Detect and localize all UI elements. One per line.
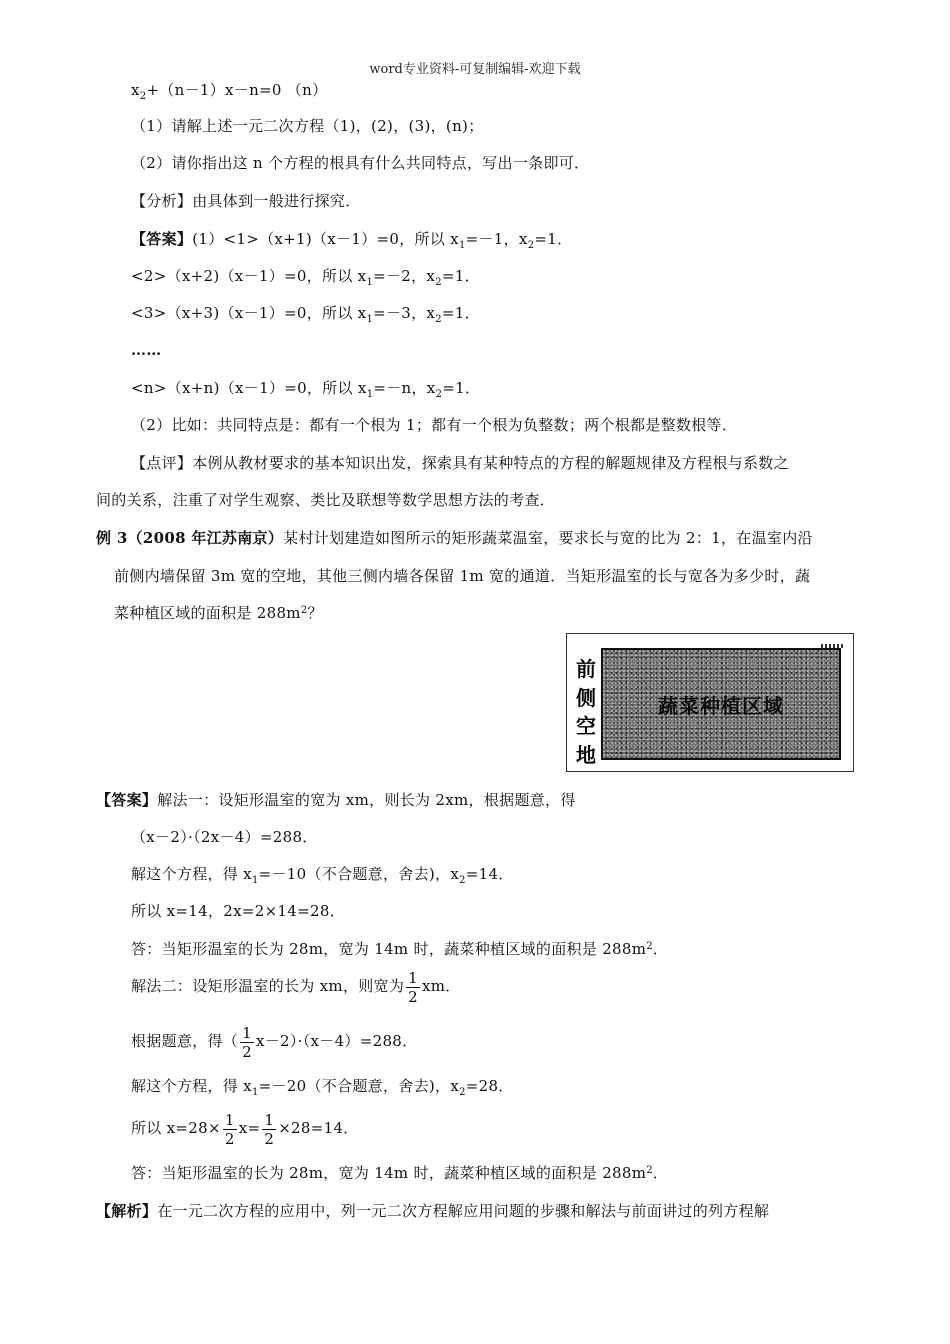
question-1: （1）请解上述一元二次方程（1)，(2)，(3)，(n)； — [131, 117, 484, 135]
denominator: 2 — [408, 987, 418, 1006]
superscript: 2 — [646, 1165, 653, 1176]
numerator: 1 — [242, 1023, 252, 1042]
answer-tag: 【答案】 — [131, 230, 193, 248]
analysis-tag: 【分析】 — [131, 192, 193, 210]
text: ？ — [307, 604, 323, 622]
text: =14． — [465, 865, 514, 883]
text: =－3，x — [373, 304, 436, 322]
text: x= — [238, 1119, 261, 1137]
fraction-half — [406, 969, 420, 1006]
solution-1-intro — [96, 790, 576, 810]
text: 根据题意，得（ — [131, 1032, 239, 1050]
numerator: 1 — [264, 1110, 275, 1129]
side-char: 空 — [576, 714, 596, 739]
text: 由具体到一般进行探究． — [192, 192, 361, 210]
text: =28． — [465, 1077, 514, 1095]
planting-area-label: 蔬菜种植区域 — [658, 694, 784, 718]
text: ． — [652, 1164, 669, 1182]
text: 答：当矩形温室的长为 28m，宽为 14m 时，蔬菜种植区域的面积是 288m — [131, 1164, 647, 1182]
subscript: 2 — [527, 240, 535, 251]
subscript: 2 — [459, 875, 466, 886]
text: 解法二：设矩形温室的长为 xm，则宽为 — [131, 977, 405, 995]
fraction-half — [240, 1024, 254, 1061]
comment-line-1 — [131, 453, 789, 473]
text: xm． — [422, 977, 461, 995]
greenhouse-figure — [566, 633, 854, 772]
text: =－n，x — [373, 379, 436, 397]
text: <n>（x+n)（x－1）=0，所以 x — [131, 379, 367, 397]
text: 解法一：设矩形温室的宽为 xm，则长为 2xm，根据题意，得 — [157, 791, 576, 809]
text: =1． — [442, 379, 481, 397]
denominator: 2 — [224, 1129, 235, 1148]
solution-1-answer — [131, 939, 668, 959]
text: ×28=14． — [278, 1119, 359, 1137]
question-2: （2）请你指出这 n 个方程的根具有什么共同特点，写出一条即可． — [131, 154, 590, 172]
subscript: 1 — [458, 240, 466, 251]
answer-line-n — [131, 378, 480, 398]
comment-tag: 【点评】 — [131, 454, 193, 472]
example-3-line-1 — [96, 528, 813, 548]
planting-area — [601, 648, 841, 760]
text: =－1，x — [465, 230, 528, 248]
text: x－2）·（x－4）=288． — [255, 1032, 418, 1050]
text: =－2，x — [373, 267, 436, 285]
side-char: 地 — [576, 742, 596, 767]
fraction-half — [262, 1111, 276, 1148]
answer-part-2: （2）比如：共同特点是：都有一个根为 1；都有一个根为负整数；两个根都是整数根等． — [131, 416, 738, 434]
text: 解这个方程，得 x — [131, 865, 252, 883]
solution-1-equation: （x－2）·（2x－4）=288． — [131, 828, 318, 846]
text: 菜种植区域的面积是 288m — [114, 604, 301, 622]
text: 所以 x=28× — [131, 1119, 221, 1137]
solution-1-result: 所以 x=14，2x=2×14=28． — [131, 902, 346, 920]
text: 某村计划建造如图所示的矩形蔬菜温室，要求长与宽的比为 2：1，在温室内沿 — [283, 529, 813, 547]
comment-line-2: 间的关系，注重了对学生观察、类比及联想等数学思想方法的考查． — [96, 491, 556, 509]
page-header: word专业资料-可复制编辑-欢迎下载 — [369, 62, 581, 77]
text: 在一元二次方程的应用中，列一元二次方程解应用问题的步骤和解法与前面讲过的列方程解 — [157, 1202, 770, 1220]
denominator: 2 — [264, 1129, 275, 1148]
subscript: 2 — [435, 389, 443, 400]
solution-2-equation — [131, 1021, 417, 1061]
numerator: 1 — [408, 968, 418, 987]
text: 本例从教材要求的基本知识出发，探索具有某种特点的方程的解题规律及方程根与系数之 — [192, 454, 789, 472]
text: ． — [652, 940, 669, 958]
text: =1． — [441, 304, 480, 322]
text: =－10（不合题意，舍去)，x — [258, 865, 460, 883]
solution-2-result — [131, 1108, 359, 1148]
superscript: 2 — [300, 605, 308, 616]
solution-1-roots — [131, 864, 514, 884]
text: <3>（x+3)（x－1）=0，所以 x — [131, 304, 367, 322]
text: x — [131, 81, 140, 99]
example-3-line-3 — [114, 603, 323, 623]
explanation-tag: 【解析】 — [96, 1202, 158, 1220]
analysis-line — [131, 191, 361, 211]
subscript: 1 — [366, 389, 374, 400]
fraction-half — [223, 1111, 237, 1148]
numerator: 1 — [224, 1110, 235, 1129]
denominator: 2 — [242, 1042, 252, 1061]
text: 解这个方程，得 x — [131, 1077, 252, 1095]
text: (1）<1>（x+1)（x－1）=0，所以 x — [192, 230, 459, 248]
solution-2-intro — [131, 966, 461, 1006]
text: =－20（不合题意，舍去)，x — [258, 1077, 460, 1095]
text: =1． — [534, 230, 573, 248]
answer-tag: 【答案】 — [96, 791, 158, 809]
answer-line-1 — [131, 229, 572, 249]
explanation-line — [96, 1201, 769, 1221]
text: 答：当矩形温室的长为 28m，宽为 14m 时，蔬菜种植区域的面积是 288m — [131, 940, 647, 958]
subscript: 1 — [251, 1087, 259, 1098]
subscript: 2 — [435, 314, 442, 325]
subscript: 1 — [366, 277, 374, 288]
side-char: 前 — [576, 657, 596, 681]
front-empty-space-label — [571, 656, 601, 768]
ellipsis: …… — [131, 341, 162, 359]
answer-line-2 — [131, 266, 480, 286]
subscript: 1 — [251, 875, 259, 886]
text: <2>（x+2)（x－1）=0，所以 x — [131, 267, 367, 285]
example-tag: 例 3（2008 年江苏南京） — [96, 529, 284, 547]
text: =1． — [441, 267, 480, 285]
answer-line-3 — [131, 303, 480, 323]
equation-n-line — [131, 80, 327, 100]
subscript: 1 — [366, 314, 374, 325]
solution-2-answer — [131, 1163, 668, 1183]
example-3-line-2: 前侧内墙保留 3m 宽的空地，其他三侧内墙各保留 1m 宽的通道．当矩形温室的长与宽各为多少时，蔬 — [114, 567, 811, 585]
subscript: 2 — [435, 277, 442, 288]
text: +（n－1）x－n=0 （n） — [146, 81, 328, 99]
side-char: 侧 — [576, 685, 596, 710]
solution-2-roots — [131, 1076, 514, 1096]
subscript: 2 — [139, 91, 147, 102]
superscript: 2 — [646, 941, 653, 952]
subscript: 2 — [459, 1087, 466, 1098]
